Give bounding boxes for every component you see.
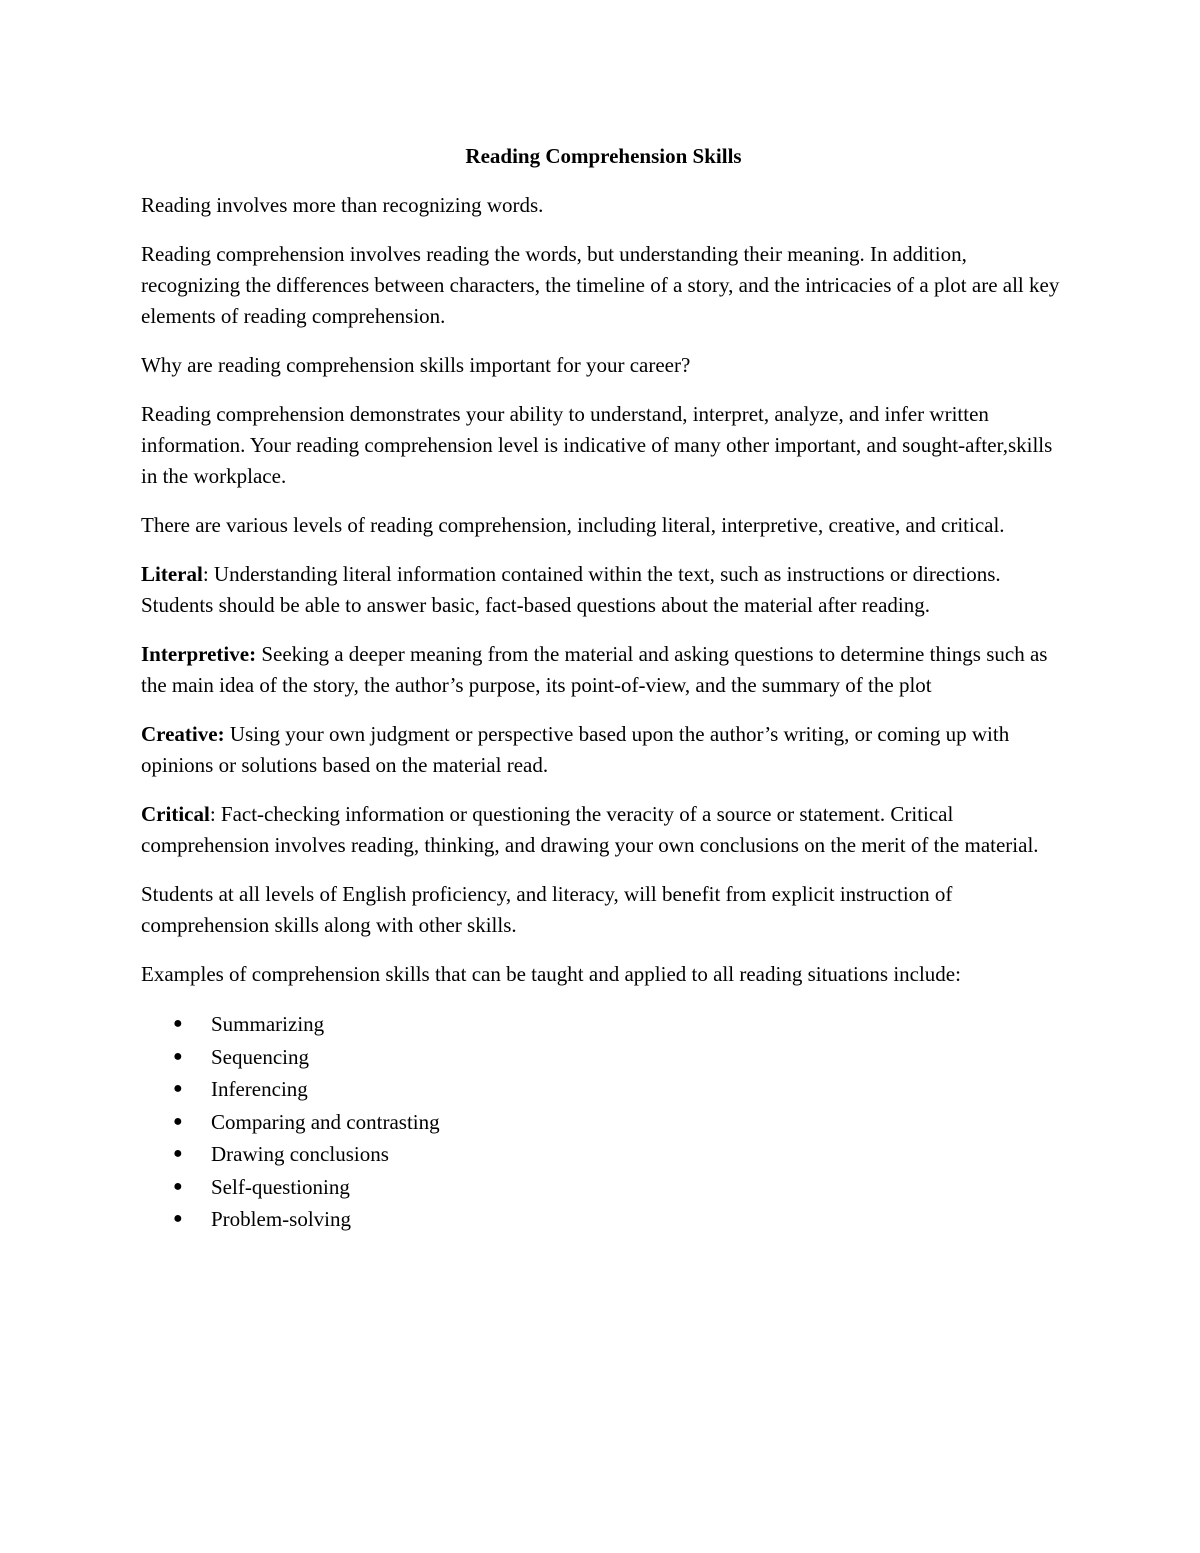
list-item (173, 1203, 1066, 1236)
list-item (173, 1171, 1066, 1204)
career-question: Why are reading comprehension skills important for your career? (141, 353, 691, 377)
bullet-icon: ● (173, 1177, 183, 1195)
level-separator: : (209, 802, 221, 826)
level-separator: : (202, 562, 214, 586)
level-description: Understanding literal information contained within the text, such as instructions or directions. Students should be able to answer basic, fact-based questions about the material after reading. (141, 562, 1001, 617)
level-interpretive (141, 639, 1066, 701)
benefit-paragraph: Students at all levels of English proficiency, and literacy, will benefit from explicit instruction of comprehension skills along with other skills. (141, 882, 953, 937)
intro-paragraph: Reading involves more than recognizing words. (141, 193, 544, 217)
list-item-label: Drawing conclusions (211, 1142, 389, 1166)
list-item (173, 1138, 1066, 1171)
level-description: Using your own judgment or perspective based upon the author’s writing, or coming up with opinions or solutions based on the material read. (141, 722, 1010, 777)
level-term: Critical (141, 802, 210, 826)
level-critical (141, 799, 1066, 861)
list-item (173, 1008, 1066, 1041)
bullet-icon: ● (173, 1112, 183, 1130)
list-item-label: Self-questioning (211, 1174, 350, 1199)
skills-list (141, 1008, 1066, 1236)
list-item-label: Sequencing (211, 1044, 309, 1069)
level-description: Seeking a deeper meaning from the material and asking questions to determine things such as the main idea of the story, the author’s purpose, its point-of-view, and the summary of the plot (141, 642, 1048, 697)
level-term: Creative: (141, 722, 225, 746)
level-creative (141, 719, 1066, 781)
list-item-label: Summarizing (211, 1012, 325, 1036)
list-item-label: Problem-solving (211, 1207, 351, 1231)
levels-intro-paragraph: There are various levels of reading comprehension, including literal, interpretive, creative, and critical. (141, 513, 1005, 537)
list-item-label: Comparing and contrasting (211, 1109, 440, 1134)
document-body (141, 141, 1066, 1236)
level-description: Fact-checking information or questioning the veracity of a source or statement. Critical comprehension involves reading, thinking, and drawing your own conclusions on the merit of the material. (141, 802, 1039, 857)
document-title: Reading Comprehension Skills (465, 144, 742, 168)
list-item (173, 1073, 1066, 1106)
bullet-icon: ● (173, 1080, 183, 1097)
bullet-icon: ● (173, 1210, 183, 1227)
level-term: Literal (141, 562, 203, 586)
list-item-label: Inferencing (211, 1077, 308, 1101)
examples-intro-paragraph: Examples of comprehension skills that can be taught and applied to all reading situations include: (141, 962, 961, 986)
level-term: Interpretive: (141, 642, 257, 666)
level-literal (141, 559, 1066, 621)
list-item (173, 1106, 1066, 1139)
importance-paragraph: Reading comprehension demonstrates your ability to understand, interpret, analyze, and infer written information. Your reading comprehension level is indicative of many other important, and sought-after,skills in the workplace. (141, 402, 1053, 488)
bullet-icon: ● (173, 1047, 183, 1065)
definition-paragraph: Reading comprehension involves reading the words, but understanding their meaning. In addition, recognizing the differences between characters, the timeline of a story, and the intricacies of a plot are all key elements of reading comprehension. (141, 242, 1060, 328)
bullet-icon: ● (173, 1145, 183, 1162)
list-item (173, 1041, 1066, 1074)
bullet-icon: ● (173, 1015, 183, 1032)
